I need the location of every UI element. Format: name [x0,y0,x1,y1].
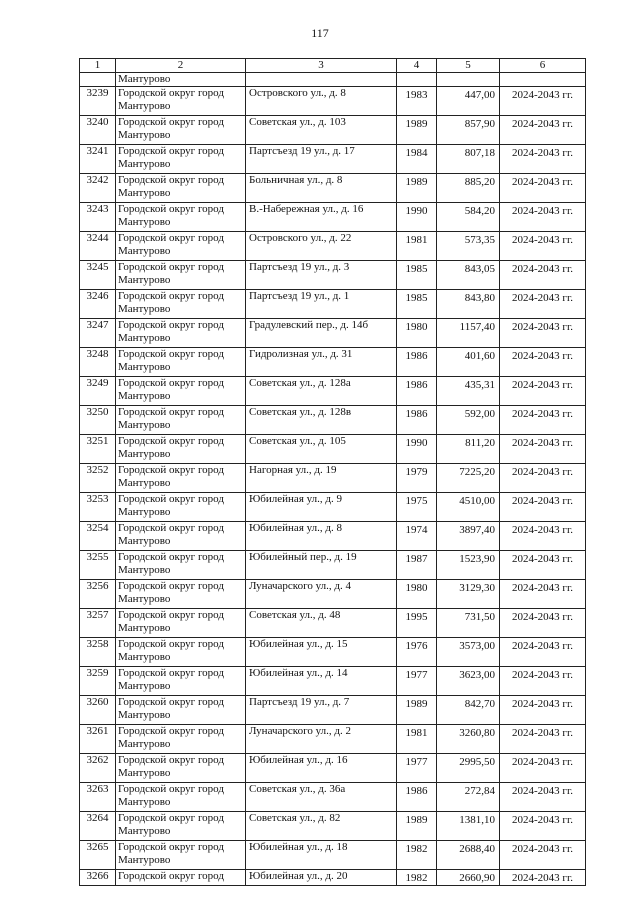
cell-year: 1990 [397,435,437,464]
cell-area: 3129,30 [437,580,500,609]
cell-year: 1987 [397,551,437,580]
cell-number: 3247 [80,319,116,348]
cell-number: 3258 [80,638,116,667]
cell-number: 3245 [80,261,116,290]
column-header: 3 [246,59,397,73]
table-row [80,870,586,886]
cell-year [397,73,437,87]
owner-line-2: Мантурово [118,361,171,373]
cell-area: 592,00 [437,406,500,435]
cell-owner [116,406,246,435]
cell-number: 3243 [80,203,116,232]
cell-owner [116,638,246,667]
owner-line-1: Городской округ город [118,522,224,534]
cell-year: 1989 [397,812,437,841]
table-row [80,87,586,116]
cell-number: 3249 [80,377,116,406]
owner-line-2: Мантурово [118,245,171,257]
cell-year: 1977 [397,754,437,783]
housing-table [79,58,586,886]
cell-period: 2024-2043 гг. [500,203,586,232]
cell-area: 573,35 [437,232,500,261]
table-row [80,841,586,870]
cell-number: 3253 [80,493,116,522]
cell-address: Советская ул., д. 128а [246,377,397,406]
owner-line-2: Мантурово [118,158,171,170]
owner-line-2: Мантурово [118,709,171,721]
cell-period: 2024-2043 гг. [500,841,586,870]
cell-address: Юбилейная ул., д. 20 [246,870,397,886]
cell-area: 447,00 [437,87,500,116]
owner-line-2: Мантурово [118,419,171,431]
cell-number: 3240 [80,116,116,145]
cell-period: 2024-2043 гг. [500,464,586,493]
cell-number: 3263 [80,783,116,812]
cell-owner [116,348,246,377]
owner-line-2: Мантурово [118,796,171,808]
cell-owner [116,174,246,203]
cell-year: 1989 [397,696,437,725]
table-row [80,522,586,551]
cell-period [500,73,586,87]
owner-line-2: Мантурово [118,303,171,315]
table-row [80,609,586,638]
owner-line-1: Городской округ город [118,580,224,592]
table-row [80,638,586,667]
table-row [80,377,586,406]
cell-period: 2024-2043 гг. [500,116,586,145]
cell-address: Советская ул., д. 128в [246,406,397,435]
cell-number: 3260 [80,696,116,725]
cell-number: 3248 [80,348,116,377]
table-row [80,725,586,754]
table-row [80,290,586,319]
cell-number: 3266 [80,870,116,886]
cell-address: Луначарского ул., д. 4 [246,580,397,609]
cell-period: 2024-2043 гг. [500,725,586,754]
cell-year: 1985 [397,290,437,319]
cell-number: 3255 [80,551,116,580]
cell-year: 1984 [397,145,437,174]
cell-address: Партсъезд 19 ул., д. 7 [246,696,397,725]
cell-number: 3251 [80,435,116,464]
cell-area: 731,50 [437,609,500,638]
table-row [80,493,586,522]
cell-year: 1981 [397,725,437,754]
table-row [80,348,586,377]
cell-number: 3264 [80,812,116,841]
owner-line-1: Городской округ город [118,667,224,679]
owner-line-1: Городской округ город [118,609,224,621]
header-row [80,59,586,73]
cell-year: 1989 [397,116,437,145]
cell-number: 3254 [80,522,116,551]
cell-owner [116,377,246,406]
cell-period: 2024-2043 гг. [500,638,586,667]
table-row [80,551,586,580]
owner-line-2: Мантурово [118,129,171,141]
cell-owner [116,551,246,580]
owner-line-1: Городской округ город [118,464,224,476]
owner-line-1: Городской округ город [118,116,224,128]
cell-area: 811,20 [437,435,500,464]
cell-address: Луначарского ул., д. 2 [246,725,397,754]
owner-line-1: Городской округ город [118,435,224,447]
cell-period: 2024-2043 гг. [500,812,586,841]
cell-owner [116,145,246,174]
cell-number: 3239 [80,87,116,116]
cell-address: Юбилейная ул., д. 15 [246,638,397,667]
cell-area: 3573,00 [437,638,500,667]
owner-line-1: Городской округ город [118,493,224,505]
cell-period: 2024-2043 гг. [500,319,586,348]
cell-period: 2024-2043 гг. [500,232,586,261]
cell-area: 842,70 [437,696,500,725]
cell-owner [116,87,246,116]
cell-period: 2024-2043 гг. [500,870,586,886]
table-row [80,464,586,493]
table-row [80,783,586,812]
cell-address: Градулевский пер., д. 14б [246,319,397,348]
cell-year: 1982 [397,841,437,870]
owner-line-2: Мантурово [118,564,171,576]
cell-year: 1990 [397,203,437,232]
cell-owner [116,725,246,754]
cell-area: 401,60 [437,348,500,377]
cell-address: Советская ул., д. 48 [246,609,397,638]
owner-line-1: Городской округ город [118,174,224,186]
owner-line-1: Городской округ город [118,319,224,331]
owner-line-2: Мантурово [118,854,171,866]
cell-year: 1981 [397,232,437,261]
cell-owner [116,812,246,841]
cell-year: 1989 [397,174,437,203]
cell-owner [116,754,246,783]
cell-area: 3260,80 [437,725,500,754]
cell-year: 1980 [397,319,437,348]
owner-line-1: Городской округ город [118,232,224,244]
cell-address: Юбилейная ул., д. 18 [246,841,397,870]
cell-period: 2024-2043 гг. [500,290,586,319]
cell-period: 2024-2043 гг. [500,406,586,435]
table-row [80,261,586,290]
cell-year: 1995 [397,609,437,638]
owner-line-2: Мантурово [118,535,171,547]
column-header: 2 [116,59,246,73]
cell-address: Островского ул., д. 22 [246,232,397,261]
cell-number: 3241 [80,145,116,174]
owner-line-2: Мантурово [118,216,171,228]
cell-year: 1975 [397,493,437,522]
cell-area: 7225,20 [437,464,500,493]
cell-area: 2688,40 [437,841,500,870]
cell-year: 1985 [397,261,437,290]
cell-area: 2995,50 [437,754,500,783]
table-row [80,580,586,609]
cell-number: 3262 [80,754,116,783]
cell-period: 2024-2043 гг. [500,754,586,783]
cell-owner [116,667,246,696]
cell-area: 807,18 [437,145,500,174]
cell-area: 1381,10 [437,812,500,841]
cell-number: 3250 [80,406,116,435]
column-header: 4 [397,59,437,73]
cell-address: В.-Набережная ул., д. 16 [246,203,397,232]
cell-owner [116,261,246,290]
cell-owner [116,580,246,609]
cell-year: 1986 [397,348,437,377]
cell-period: 2024-2043 гг. [500,609,586,638]
cell-address: Гидролизная ул., д. 31 [246,348,397,377]
cell-number: 3246 [80,290,116,319]
owner-line-2: Мантурово [118,390,171,402]
cell-owner [116,116,246,145]
cell-period: 2024-2043 гг. [500,667,586,696]
continuation-row [80,73,586,87]
owner-line-1: Городской округ город [118,696,224,708]
owner-line-2: Мантурово [118,506,171,518]
cell-area: 1157,40 [437,319,500,348]
cell-owner [116,522,246,551]
cell-number: 3265 [80,841,116,870]
cell-address: Островского ул., д. 8 [246,87,397,116]
table-row [80,319,586,348]
cell-owner [116,493,246,522]
table-row [80,232,586,261]
cell-owner [116,609,246,638]
cell-year: 1974 [397,522,437,551]
cell-area: 3623,00 [437,667,500,696]
column-header: 1 [80,59,116,73]
cell-area: 843,80 [437,290,500,319]
cell-address: Советская ул., д. 82 [246,812,397,841]
owner-line-1: Городской округ город [118,203,224,215]
owner-line-1: Городской округ город [118,348,224,360]
cell-address: Юбилейная ул., д. 16 [246,754,397,783]
cell-owner [116,319,246,348]
cell-owner [116,696,246,725]
cell-year: 1979 [397,464,437,493]
cell-period: 2024-2043 гг. [500,145,586,174]
owner-line-1: Городской округ город [118,638,224,650]
cell-area: 4510,00 [437,493,500,522]
cell-address: Советская ул., д. 105 [246,435,397,464]
cell-period: 2024-2043 гг. [500,435,586,464]
cell-period: 2024-2043 гг. [500,783,586,812]
cell-period: 2024-2043 гг. [500,493,586,522]
owner-line-1: Городской округ город [118,725,224,737]
owner-line-1: Городской округ город [118,87,224,99]
owner-line-1: Городской округ город [118,783,224,795]
cell-period: 2024-2043 гг. [500,696,586,725]
owner-line-2: Мантурово [118,767,171,779]
owner-line-1: Городской округ город [118,290,224,302]
cell-area: 885,20 [437,174,500,203]
cell-address: Юбилейная ул., д. 8 [246,522,397,551]
cell-address: Партсъезд 19 ул., д. 1 [246,290,397,319]
table-row [80,203,586,232]
cell-area: 3897,40 [437,522,500,551]
cell-number [80,73,116,87]
cell-area: 435,31 [437,377,500,406]
cell-number: 3261 [80,725,116,754]
cell-owner [116,203,246,232]
cell-period: 2024-2043 гг. [500,551,586,580]
table-row [80,667,586,696]
cell-year: 1983 [397,87,437,116]
cell-year: 1986 [397,783,437,812]
owner-line-2: Мантурово [118,622,171,634]
cell-address: Юбилейная ул., д. 9 [246,493,397,522]
cell-area: 857,90 [437,116,500,145]
cell-area: 843,05 [437,261,500,290]
table-row [80,812,586,841]
owner-line-2: Мантурово [118,187,171,199]
cell-year: 1986 [397,377,437,406]
cell-year: 1982 [397,870,437,886]
column-header: 5 [437,59,500,73]
cell-area: 584,20 [437,203,500,232]
cell-address: Юбилейная ул., д. 14 [246,667,397,696]
owner-line-1: Городской округ город [118,754,224,766]
table-row [80,116,586,145]
cell-owner: Мантурово [116,73,246,87]
cell-number: 3252 [80,464,116,493]
cell-address: Партсъезд 19 ул., д. 3 [246,261,397,290]
owner-line-2: Мантурово [118,593,171,605]
owner-line-2: Мантурово [118,680,171,692]
owner-line-2: Мантурово [118,274,171,286]
owner-line-2: Мантурово [118,738,171,750]
cell-address: Больничная ул., д. 8 [246,174,397,203]
cell-owner [116,464,246,493]
cell-year: 1976 [397,638,437,667]
cell-address: Советская ул., д. 36а [246,783,397,812]
owner-line-2: Мантурово [118,100,171,112]
cell-area: 2660,90 [437,870,500,886]
owner-line-1: Городской округ город [118,261,224,273]
cell-period: 2024-2043 гг. [500,522,586,551]
cell-year: 1980 [397,580,437,609]
cell-address: Нагорная ул., д. 19 [246,464,397,493]
table-row [80,435,586,464]
page-number: 117 [311,26,329,40]
cell-year: 1986 [397,406,437,435]
table-row [80,696,586,725]
owner-line-1: Городской округ город [118,406,224,418]
cell-period: 2024-2043 гг. [500,174,586,203]
cell-number: 3244 [80,232,116,261]
owner-line-1: Городской округ город [118,841,224,853]
cell-period: 2024-2043 гг. [500,580,586,609]
cell-period: 2024-2043 гг. [500,377,586,406]
owner-line-2: Мантурово [118,651,171,663]
table-row [80,145,586,174]
cell-period: 2024-2043 гг. [500,348,586,377]
cell-owner [116,435,246,464]
cell-owner [116,290,246,319]
owner-line-1: Городской округ город [118,377,224,389]
owner-line-1: Городской округ город [118,812,224,824]
cell-owner: Городской округ город [116,870,246,886]
cell-area [437,73,500,87]
cell-address [246,73,397,87]
table-row [80,174,586,203]
cell-address: Партсъезд 19 ул., д. 17 [246,145,397,174]
cell-number: 3259 [80,667,116,696]
cell-area: 1523,90 [437,551,500,580]
owner-line-1: Городской округ город [118,551,224,563]
owner-line-2: Мантурово [118,332,171,344]
cell-number: 3256 [80,580,116,609]
cell-address: Юбилейный пер., д. 19 [246,551,397,580]
cell-area: 272,84 [437,783,500,812]
owner-line-1: Городской округ город [118,145,224,157]
owner-line-2: Мантурово [118,477,171,489]
cell-owner [116,232,246,261]
cell-owner [116,783,246,812]
table-row [80,754,586,783]
cell-year: 1977 [397,667,437,696]
owner-line-2: Мантурово [118,825,171,837]
cell-number: 3257 [80,609,116,638]
table-row [80,406,586,435]
cell-number: 3242 [80,174,116,203]
cell-owner [116,841,246,870]
cell-address: Советская ул., д. 103 [246,116,397,145]
cell-period: 2024-2043 гг. [500,261,586,290]
cell-period: 2024-2043 гг. [500,87,586,116]
owner-line-2: Мантурово [118,448,171,460]
column-header: 6 [500,59,586,73]
